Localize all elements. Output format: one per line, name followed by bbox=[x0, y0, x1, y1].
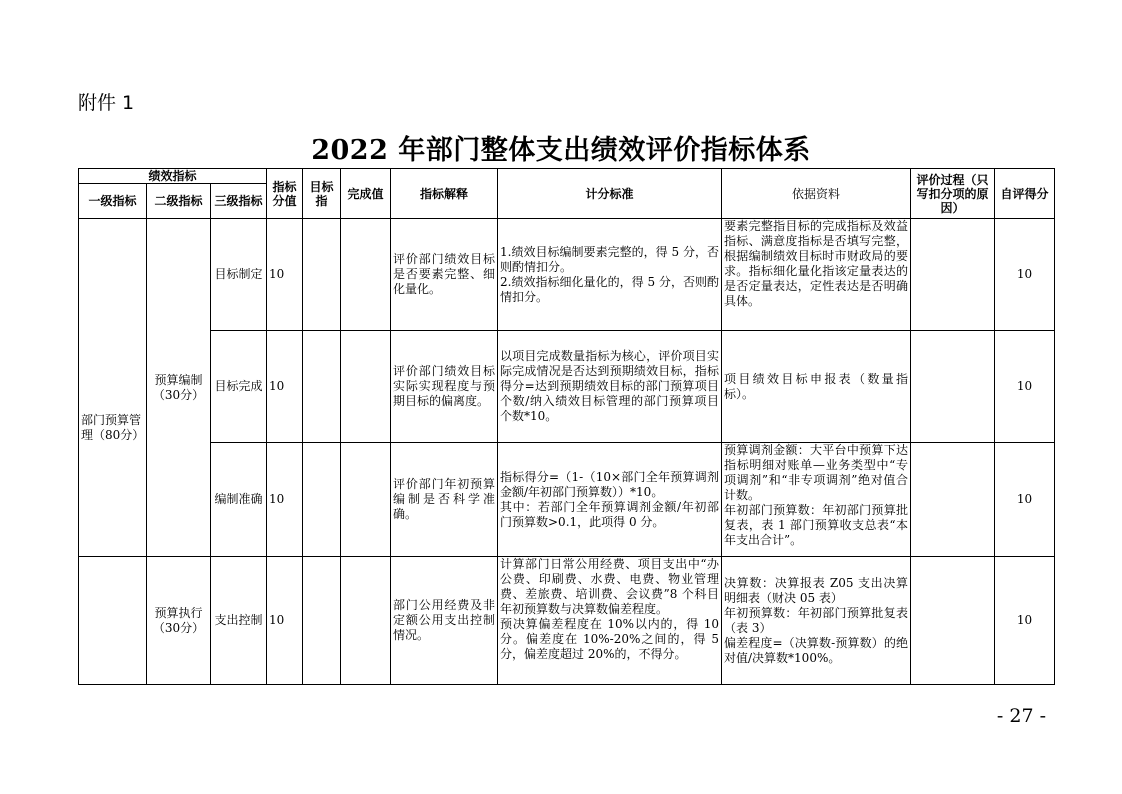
table-row bbox=[79, 443, 1055, 557]
level2-cell: 预算编制（30分） bbox=[147, 219, 211, 557]
level3-cell: 支出控制 bbox=[211, 557, 267, 685]
scoring-cell: 1.绩效目标编制要素完整的，得 5 分，否则酌情扣分。 2.绩效指标细化量化的，得 5 分，否则酌情扣分。 bbox=[498, 219, 722, 331]
eval-process-cell bbox=[911, 219, 995, 331]
self-score-cell: 10 bbox=[995, 557, 1055, 685]
header-level1: 一级指标 bbox=[79, 184, 147, 219]
header-completion: 完成值 bbox=[341, 169, 391, 219]
target-cell bbox=[303, 443, 341, 557]
self-score-cell: 10 bbox=[995, 443, 1055, 557]
completion-cell bbox=[341, 331, 391, 443]
level3-cell: 目标完成 bbox=[211, 331, 267, 443]
explanation-cell: 评价部门绩效目标实际实现程度与预期目标的偏离度。 bbox=[391, 331, 498, 443]
level1-cell: 部门预算管理（80分） bbox=[79, 219, 147, 557]
basis-cell: 要素完整指目标的完成指标及效益指标、满意度指标是否填写完整，根据编制绩效目标时市财政局的要求。指标细化量化指该定量表达的是否定量表达，定性表达是否明确具体。 bbox=[722, 219, 911, 331]
level3-cell: 目标制定 bbox=[211, 219, 267, 331]
table-row bbox=[79, 557, 1055, 685]
eval-process-cell bbox=[911, 331, 995, 443]
target-cell bbox=[303, 219, 341, 331]
header-self-score: 自评得分 bbox=[995, 169, 1055, 219]
explanation-cell: 评价部门绩效目标是否要素完整、细化量化。 bbox=[391, 219, 498, 331]
weight-cell: 10 bbox=[267, 219, 303, 331]
indicator-table bbox=[78, 168, 1055, 685]
explanation-cell: 评价部门年初预算编制是否科学准确。 bbox=[391, 443, 498, 557]
weight-cell: 10 bbox=[267, 557, 303, 685]
level3-cell: 编制准确 bbox=[211, 443, 267, 557]
table-row bbox=[79, 331, 1055, 443]
header-target: 目标指 bbox=[303, 169, 341, 219]
eval-process-cell bbox=[911, 443, 995, 557]
header-explanation: 指标解释 bbox=[391, 169, 498, 219]
self-score-cell: 10 bbox=[995, 331, 1055, 443]
page-number: - 27 - bbox=[996, 705, 1046, 727]
explanation-cell: 部门公用经费及非定额公用支出控制情况。 bbox=[391, 557, 498, 685]
scoring-cell: 计算部门日常公用经费、项目支出中“办公费、印刷费、水费、电费、物业管理费、差旅费、培训费、会议费”8 个科目年初预算数与决算数偏差程度。 预决算偏差程度在 10%以内的，得 10 分。偏差度在 10%-20%之间的，得 5 分，偏差度超过 20%的，不得分。 bbox=[498, 557, 722, 685]
eval-process-cell bbox=[911, 557, 995, 685]
completion-cell bbox=[341, 443, 391, 557]
scoring-cell: 指标得分=（1-（10×部门全年预算调剂金额/年初部门预算数））*10。 其中：若部门全年预算调剂金额/年初部门预算数>0.1，此项得 0 分。 bbox=[498, 443, 722, 557]
header-basis: 依据资料 bbox=[722, 169, 911, 219]
attachment-label: 附件 1 bbox=[78, 92, 135, 114]
basis-cell: 预算调剂金额：大平台中预算下达指标明细对账单—业务类型中“专项调剂”和“非专项调剂”绝对值合计数。 年初部门预算数：年初部门预算批复表，表 1 部门预算收支总表“本年支出合计”。 bbox=[722, 443, 911, 557]
header-scoring: 计分标准 bbox=[498, 169, 722, 219]
scoring-cell: 以项目完成数量指标为核心，评价项目实际完成情况是否达到预期绩效目标，指标得分=达到预期绩效目标的部门预算项目个数/纳入绩效目标管理的部门预算项目个数*10。 bbox=[498, 331, 722, 443]
header-level2: 二级指标 bbox=[147, 184, 211, 219]
level1-cell-empty bbox=[79, 557, 147, 685]
header-level3: 三级指标 bbox=[211, 184, 267, 219]
header-weight: 指标分值 bbox=[267, 169, 303, 219]
table-row bbox=[79, 219, 1055, 331]
header-eval-process: 评价过程（只写扣分项的原因） bbox=[911, 169, 995, 219]
header-row-1 bbox=[79, 169, 1055, 184]
target-cell bbox=[303, 557, 341, 685]
weight-cell: 10 bbox=[267, 331, 303, 443]
basis-cell: 项目绩效目标申报表（数量指标）。 bbox=[722, 331, 911, 443]
completion-cell bbox=[341, 219, 391, 331]
level2-cell: 预算执行（30分） bbox=[147, 557, 211, 685]
completion-cell bbox=[341, 557, 391, 685]
weight-cell: 10 bbox=[267, 443, 303, 557]
document-title: 2022 年部门整体支出绩效评价指标体系 bbox=[311, 135, 811, 166]
self-score-cell: 10 bbox=[995, 219, 1055, 331]
header-performance-indicators: 绩效指标 bbox=[79, 169, 267, 184]
target-cell bbox=[303, 331, 341, 443]
basis-cell: 决算数：决算报表 Z05 支出决算明细表（财决 05 表） 年初预算数：年初部门预算批复表（表 3） 偏差程度=（决算数-预算数）的绝对值/决算数*100%。 bbox=[722, 557, 911, 685]
